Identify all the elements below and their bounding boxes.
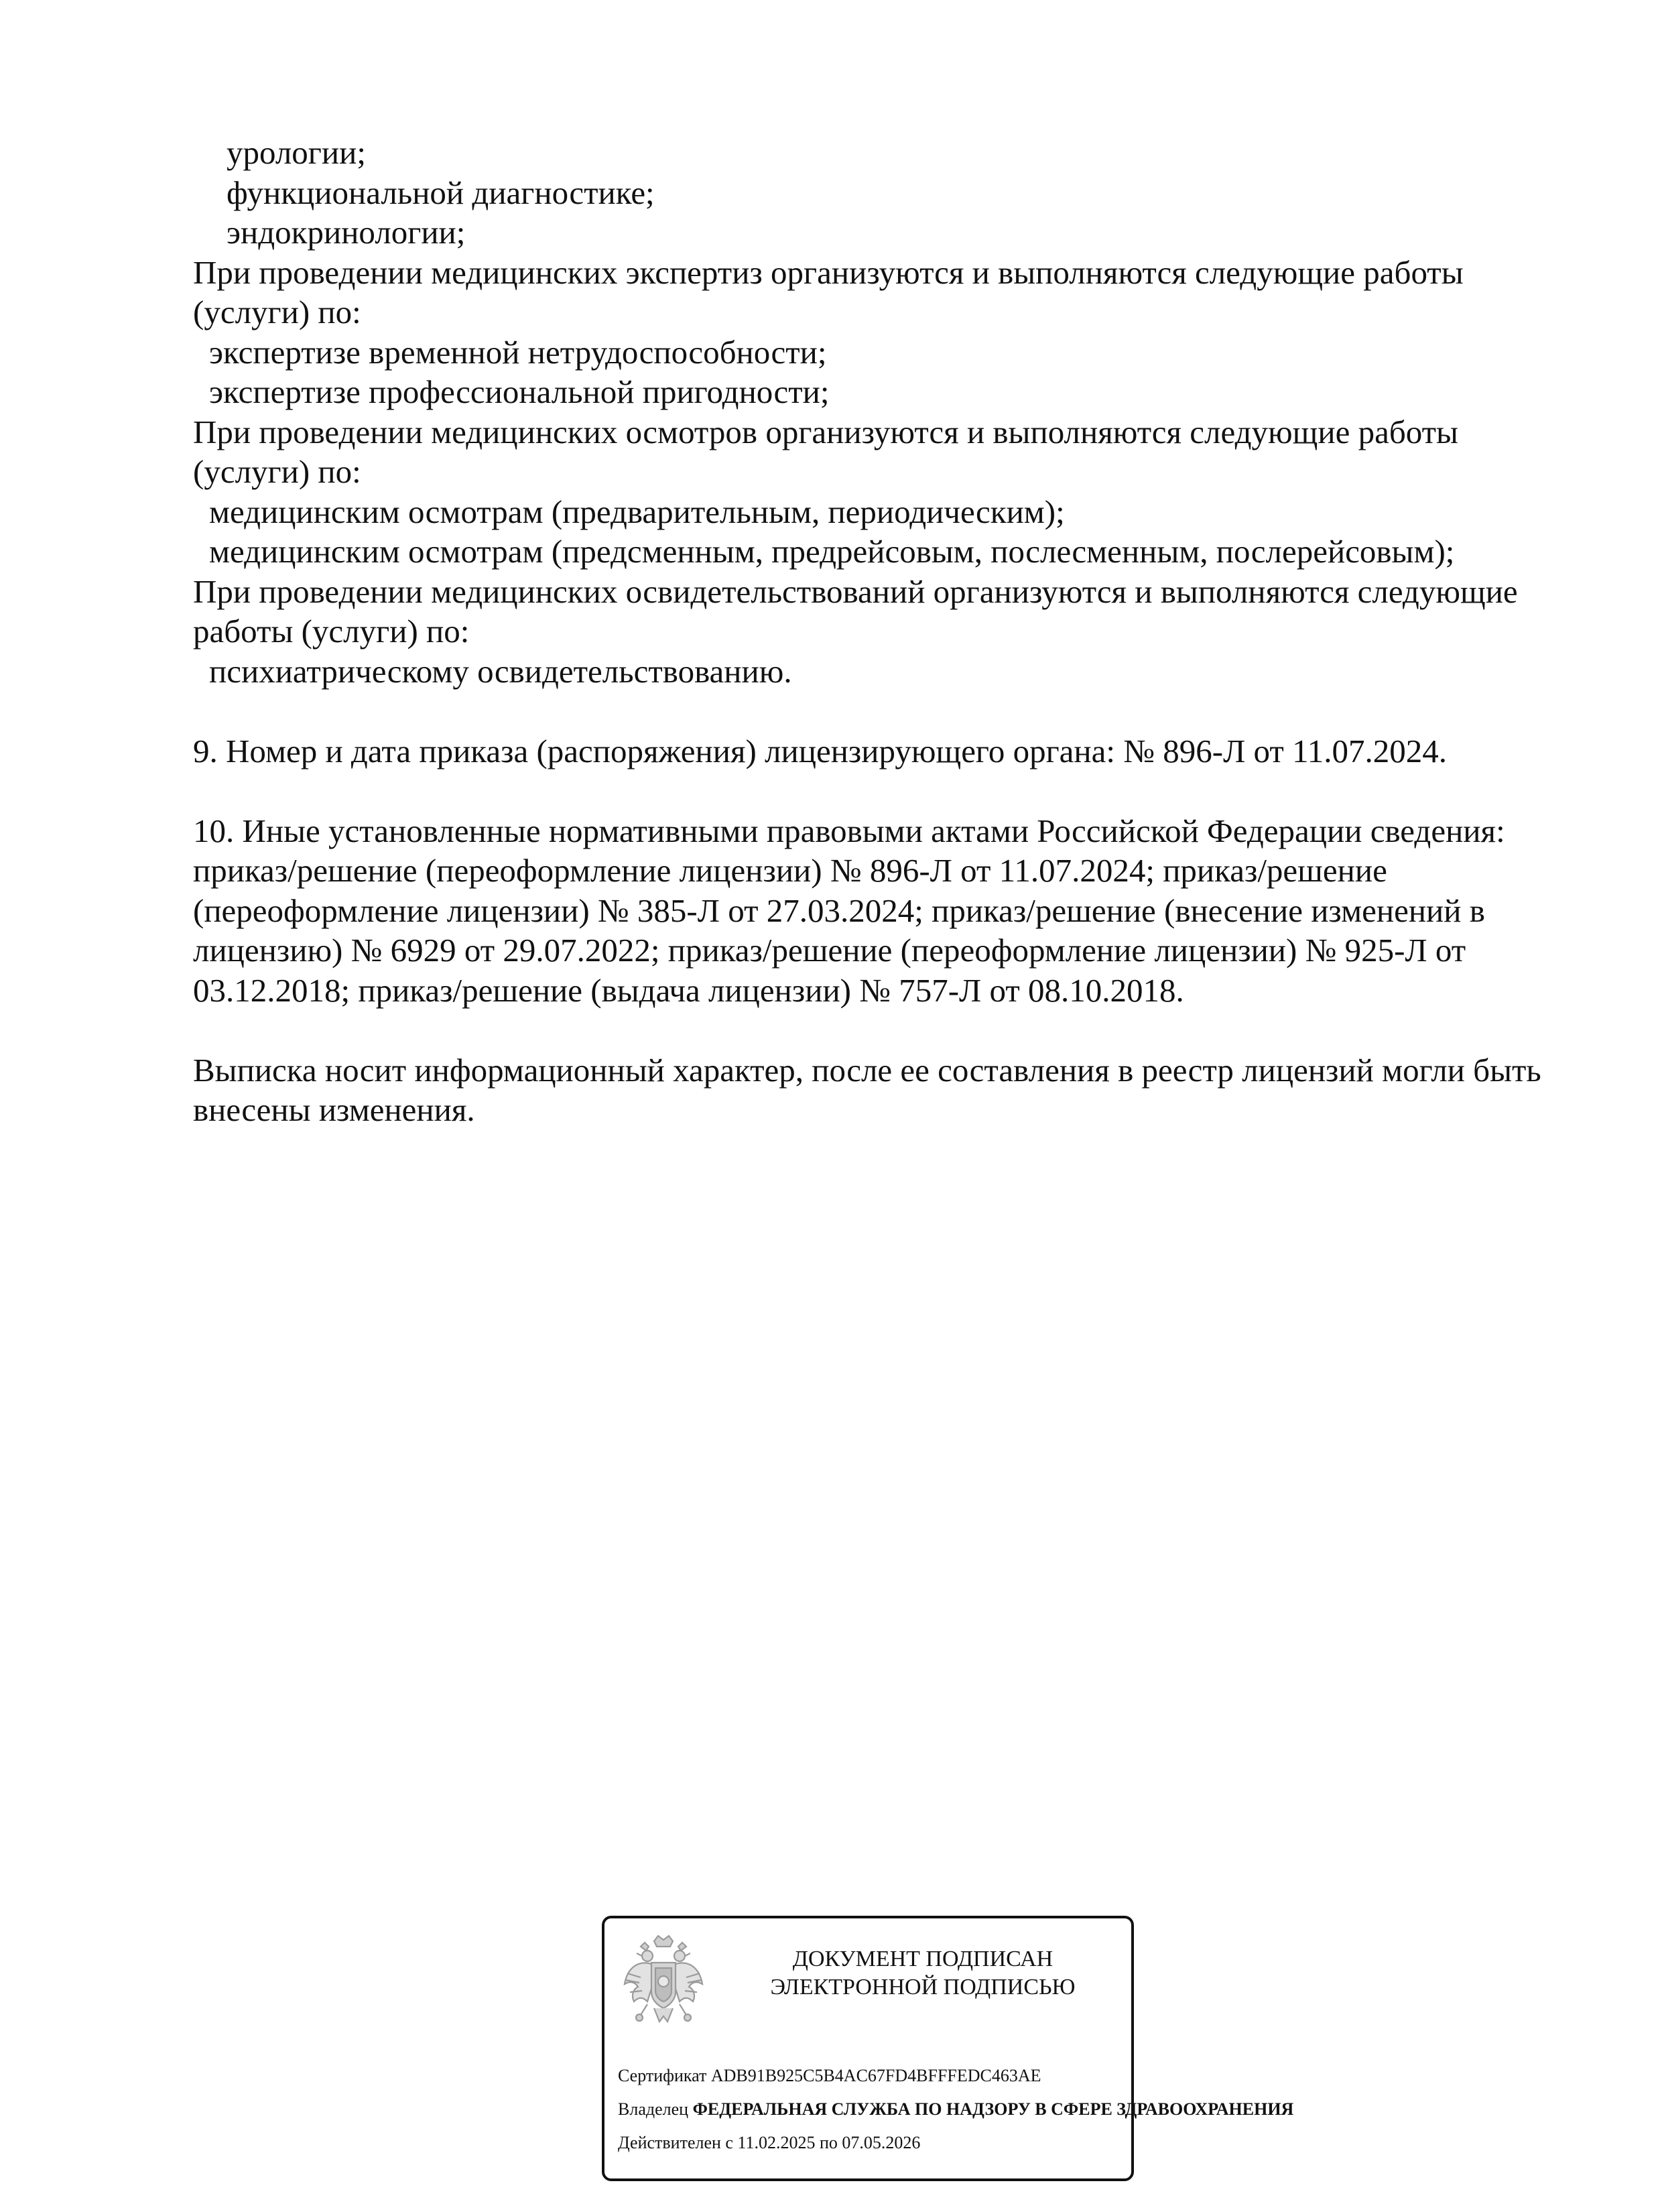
list-item: медицинским осмотрам (предварительным, периодическим); bbox=[209, 493, 1065, 530]
validity-row: Действителен с 11.02.2025 по 07.05.2026 bbox=[618, 2133, 921, 2152]
list-item: медицинским осмотрам (предсменным, предрейсовым, послесменным, послерейсовым); bbox=[209, 533, 1455, 570]
spacer bbox=[193, 691, 1560, 731]
stamp-title-line: ЭЛЕКТРОННОЙ ПОДПИСЬЮ bbox=[770, 1975, 1076, 2000]
section-10-line: лицензию) № 6929 от 29.07.2022; приказ/решение (переоформление лицензии) № 925-Л от bbox=[193, 932, 1466, 969]
list-item: эндокринологии; bbox=[227, 214, 466, 251]
list-item: экспертизе профессиональной пригодности; bbox=[209, 373, 830, 410]
list-item: урологии; bbox=[227, 134, 366, 171]
owner-row bbox=[618, 2093, 1294, 2126]
note-line: внесены изменения. bbox=[193, 1091, 475, 1128]
certificate-row bbox=[618, 2059, 1221, 2093]
coat-of-arms-icon bbox=[621, 1933, 706, 2034]
owner-label: Владелец bbox=[618, 2099, 689, 2119]
examinations-intro: При проведении медицинских осмотров организуются и выполняются следующие работы bbox=[193, 413, 1458, 450]
section-10-line: 03.12.2018; приказ/решение (выдача лицензии) № 757-Л от 08.10.2018. bbox=[193, 971, 1184, 1009]
certificate-label: Сертификат bbox=[618, 2066, 707, 2085]
stamp-title-line: ДОКУМЕНТ ПОДПИСАН bbox=[792, 1947, 1053, 1971]
section-10-line: приказ/решение (переоформление лицензии) № 896-Л от 11.07.2024; приказ/решение bbox=[193, 852, 1387, 889]
examinations-intro-cont: (услуги) по: bbox=[193, 453, 361, 490]
section-9: 9. Номер и дата приказа (распоряжения) лицензирующего органа: № 896-Л от 11.07.2024. bbox=[193, 732, 1447, 770]
owner-value: ФЕДЕРАЛЬНАЯ СЛУЖБА ПО НАДЗОРУ В СФЕРЕ ЗДРАВООХРАНЕНИЯ bbox=[692, 2099, 1294, 2119]
spacer bbox=[193, 1010, 1560, 1050]
section-10-line: (переоформление лицензии) № 385-Л от 27.03.2024; приказ/решение (внесение изменений в bbox=[193, 892, 1485, 929]
list-item: функциональной диагностике; bbox=[227, 174, 655, 211]
stamp-details bbox=[618, 2059, 1294, 2160]
electronic-signature-stamp bbox=[602, 1916, 1294, 2181]
list-item: психиатрическому освидетельствованию. bbox=[209, 652, 792, 690]
expertise-intro-cont: (услуги) по: bbox=[193, 294, 361, 330]
certificate-value: ADB91B925C5B4AC67FD4BFFFEDC463AE bbox=[710, 2066, 1041, 2085]
stamp-title bbox=[732, 1945, 1114, 2002]
certifications-intro: При проведении медицинских освидетельствований организуются и выполняются следующие bbox=[193, 572, 1518, 610]
section-10-line: 10. Иные установленные нормативными правовыми актами Российской Федерации сведения: bbox=[193, 812, 1505, 849]
certifications-intro-cont: работы (услуги) по: bbox=[193, 613, 470, 650]
list-item: экспертизе временной нетрудоспособности; bbox=[209, 333, 827, 371]
note-line: Выписка носит информационный характер, после ее составления в реестр лицензий могли быть bbox=[193, 1051, 1541, 1089]
document-body bbox=[193, 133, 1560, 1130]
spacer bbox=[193, 771, 1560, 811]
expertise-intro: При проведении медицинских экспертиз организуются и выполняются следующие работы bbox=[193, 253, 1464, 291]
